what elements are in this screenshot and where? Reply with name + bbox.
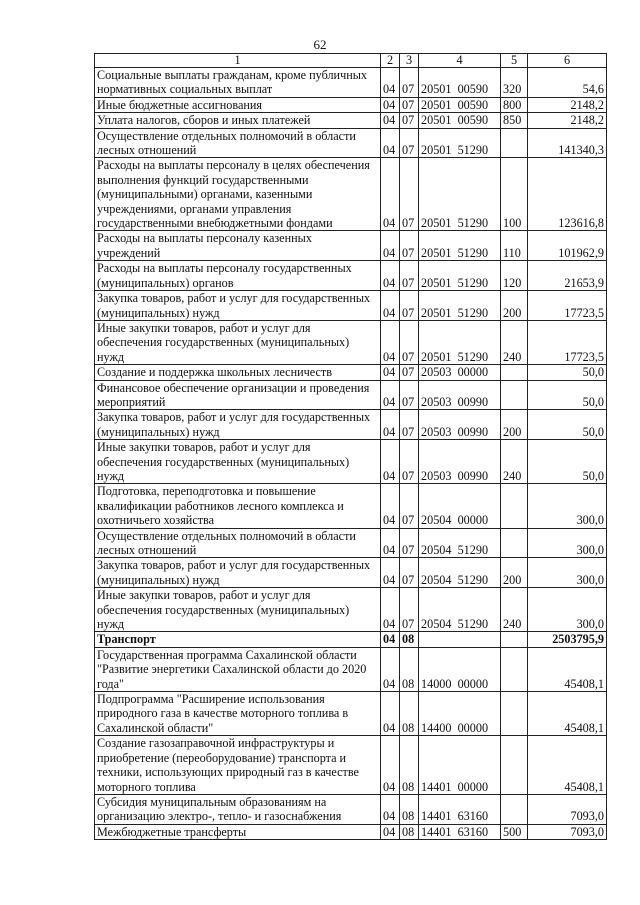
amount: 2148,2 (528, 113, 607, 128)
target-article-code: 20501 51290 (419, 231, 501, 261)
item-name: Финансовое обеспечение организации и проведения мероприятий (95, 380, 381, 410)
subsection-code: 07 (400, 291, 419, 321)
section-code: 04 (381, 231, 400, 261)
table-row (95, 794, 607, 824)
subsection-code: 08 (400, 794, 419, 824)
amount: 45408,1 (528, 736, 607, 795)
amount: 101962,9 (528, 231, 607, 261)
table-row (95, 291, 607, 321)
item-name: Транспорт (95, 632, 381, 647)
expense-type-code (501, 128, 528, 158)
expense-type-code: 850 (501, 113, 528, 128)
subsection-code: 08 (400, 824, 419, 839)
subsection-code: 08 (400, 647, 419, 691)
amount: 300,0 (528, 588, 607, 632)
column-header: 3 (400, 54, 419, 68)
amount: 45408,1 (528, 647, 607, 691)
section-code: 04 (381, 528, 400, 558)
target-article-code: 20504 51290 (419, 558, 501, 588)
section-code: 04 (381, 68, 400, 98)
section-code: 04 (381, 113, 400, 128)
subsection-code: 07 (400, 440, 419, 484)
section-code: 04 (381, 632, 400, 647)
page-number: 62 (313, 37, 327, 52)
amount: 300,0 (528, 528, 607, 558)
table-row (95, 380, 607, 410)
subsection-code: 07 (400, 410, 419, 440)
item-name: Иные закупки товаров, работ и услуг для обеспечения государственных (муниципальных) нужд (95, 440, 381, 484)
target-article-code: 20503 00990 (419, 380, 501, 410)
subsection-code: 07 (400, 320, 419, 364)
section-code: 04 (381, 484, 400, 528)
subsection-code: 07 (400, 558, 419, 588)
target-article-code: 14401 63160 (419, 824, 501, 839)
target-article-code: 20503 00000 (419, 365, 501, 380)
target-article-code: 20501 00590 (419, 113, 501, 128)
target-article-code: 20501 00590 (419, 97, 501, 112)
table-row (95, 692, 607, 736)
amount: 300,0 (528, 484, 607, 528)
section-code: 04 (381, 588, 400, 632)
target-article-code: 20504 51290 (419, 528, 501, 558)
table-row (95, 528, 607, 558)
target-article-code: 20501 51290 (419, 158, 501, 231)
section-code: 04 (381, 794, 400, 824)
expense-type-code: 240 (501, 588, 528, 632)
item-name: Осуществление отдельных полномочий в области лесных отношений (95, 528, 381, 558)
expense-type-code (501, 794, 528, 824)
item-name: Закупка товаров, работ и услуг для государственных (муниципальных) нужд (95, 558, 381, 588)
section-code: 04 (381, 380, 400, 410)
table-row (95, 588, 607, 632)
amount: 17723,5 (528, 320, 607, 364)
subsection-code: 08 (400, 632, 419, 647)
target-article-code: 14401 63160 (419, 794, 501, 824)
target-article-code: 20504 00000 (419, 484, 501, 528)
item-name: Иные закупки товаров, работ и услуг для обеспечения государственных (муниципальных) нужд (95, 320, 381, 364)
table-row (95, 647, 607, 691)
expense-type-code: 200 (501, 558, 528, 588)
item-name: Подготовка, переподготовка и повышение квалификации работников лесного комплекса и охотничьего хозяйства (95, 484, 381, 528)
target-article-code: 14000 00000 (419, 647, 501, 691)
header-row (95, 54, 607, 68)
item-name: Расходы на выплаты персоналу государственных (муниципальных) органов (95, 261, 381, 291)
section-code: 04 (381, 692, 400, 736)
table-row (95, 320, 607, 364)
expense-type-code: 800 (501, 97, 528, 112)
expense-type-code: 200 (501, 291, 528, 321)
item-name: Закупка товаров, работ и услуг для государственных (муниципальных) нужд (95, 291, 381, 321)
column-header: 1 (95, 54, 381, 68)
item-name: Социальные выплаты гражданам, кроме публичных нормативных социальных выплат (95, 68, 381, 98)
section-code: 04 (381, 824, 400, 839)
subsection-code: 07 (400, 261, 419, 291)
amount: 17723,5 (528, 291, 607, 321)
amount: 2148,2 (528, 97, 607, 112)
subsection-code: 07 (400, 588, 419, 632)
target-article-code: 20504 51290 (419, 588, 501, 632)
item-name: Подпрограмма "Расширение использования природного газа в качестве моторного топлива в Сахалинской области" (95, 692, 381, 736)
target-article-code: 20503 00990 (419, 410, 501, 440)
subsection-code: 07 (400, 528, 419, 558)
amount: 2503795,9 (528, 632, 607, 647)
expense-type-code: 100 (501, 158, 528, 231)
table-row (95, 365, 607, 380)
table-row (95, 128, 607, 158)
item-name: Расходы на выплаты персоналу казенных учреждений (95, 231, 381, 261)
section-code: 04 (381, 365, 400, 380)
subsection-code: 08 (400, 692, 419, 736)
table-row (95, 558, 607, 588)
expense-type-code (501, 692, 528, 736)
subsection-code: 07 (400, 113, 419, 128)
expense-type-code: 240 (501, 320, 528, 364)
item-name: Осуществление отдельных полномочий в области лесных отношений (95, 128, 381, 158)
table-row (95, 68, 607, 98)
item-name: Иные бюджетные ассигнования (95, 97, 381, 112)
amount: 7093,0 (528, 824, 607, 839)
target-article-code: 20501 51290 (419, 320, 501, 364)
target-article-code: 20501 51290 (419, 291, 501, 321)
table-row (95, 158, 607, 231)
section-code: 04 (381, 320, 400, 364)
subsection-code: 08 (400, 736, 419, 795)
table-row (95, 440, 607, 484)
item-name: Создание и поддержка школьных лесничеств (95, 365, 381, 380)
amount: 54,6 (528, 68, 607, 98)
expense-type-code: 120 (501, 261, 528, 291)
section-code: 04 (381, 736, 400, 795)
target-article-code: 14400 00000 (419, 692, 501, 736)
item-name: Межбюджетные трансферты (95, 824, 381, 839)
table-row (95, 410, 607, 440)
amount: 300,0 (528, 558, 607, 588)
table-row (95, 231, 607, 261)
section-code: 04 (381, 97, 400, 112)
section-code: 04 (381, 558, 400, 588)
subsection-code: 07 (400, 484, 419, 528)
expense-type-code (501, 632, 528, 647)
subsection-code: 07 (400, 380, 419, 410)
column-header: 2 (381, 54, 400, 68)
expense-type-code (501, 365, 528, 380)
item-name: Закупка товаров, работ и услуг для государственных (муниципальных) нужд (95, 410, 381, 440)
subsection-code: 07 (400, 365, 419, 380)
subsection-code: 07 (400, 158, 419, 231)
target-article-code: 20501 51290 (419, 128, 501, 158)
amount: 141340,3 (528, 128, 607, 158)
section-code: 04 (381, 291, 400, 321)
table-row (95, 261, 607, 291)
expense-type-code (501, 736, 528, 795)
item-name: Иные закупки товаров, работ и услуг для обеспечения государственных (муниципальных) нужд (95, 588, 381, 632)
target-article-code: 14401 00000 (419, 736, 501, 795)
expense-type-code (501, 380, 528, 410)
expense-type-code (501, 528, 528, 558)
section-code: 04 (381, 410, 400, 440)
expense-type-code: 110 (501, 231, 528, 261)
table-row (95, 484, 607, 528)
section-code: 04 (381, 128, 400, 158)
section-code: 04 (381, 261, 400, 291)
target-article-code (419, 632, 501, 647)
amount: 50,0 (528, 380, 607, 410)
section-code: 04 (381, 647, 400, 691)
subsection-code: 07 (400, 231, 419, 261)
table-row (95, 632, 607, 647)
section-code: 04 (381, 440, 400, 484)
column-header: 6 (528, 54, 607, 68)
subsection-code: 07 (400, 68, 419, 98)
amount: 21653,9 (528, 261, 607, 291)
expense-type-code (501, 484, 528, 528)
subsection-code: 07 (400, 128, 419, 158)
table-row (95, 97, 607, 112)
expense-type-code: 240 (501, 440, 528, 484)
table-row (95, 736, 607, 795)
subsection-code: 07 (400, 97, 419, 112)
item-name: Создание газозаправочной инфраструктуры и приобретение (переоборудование) транспорта и техники, использующих природный газ в качестве моторного топлива (95, 736, 381, 795)
section-code: 04 (381, 158, 400, 231)
expense-type-code (501, 647, 528, 691)
column-header: 5 (501, 54, 528, 68)
amount: 123616,8 (528, 158, 607, 231)
target-article-code: 20503 00990 (419, 440, 501, 484)
amount: 50,0 (528, 365, 607, 380)
target-article-code: 20501 51290 (419, 261, 501, 291)
item-name: Расходы на выплаты персоналу в целях обеспечения выполнения функций государственными (муниципальными) органами, казенными учреждениями, органами управления государственными внебюджетными фондами (95, 158, 381, 231)
item-name: Субсидия муниципальным образованиям на организацию электро-, тепло- и газоснабжения (95, 794, 381, 824)
amount: 45408,1 (528, 692, 607, 736)
table-row (95, 113, 607, 128)
item-name: Государственная программа Сахалинской области "Развитие энергетики Сахалинской области до 2020 года" (95, 647, 381, 691)
expense-type-code: 500 (501, 824, 528, 839)
expense-type-code: 200 (501, 410, 528, 440)
budget-table (94, 53, 607, 840)
column-header: 4 (419, 54, 501, 68)
item-name: Уплата налогов, сборов и иных платежей (95, 113, 381, 128)
amount: 50,0 (528, 410, 607, 440)
amount: 50,0 (528, 440, 607, 484)
expense-type-code: 320 (501, 68, 528, 98)
table-row (95, 824, 607, 839)
target-article-code: 20501 00590 (419, 68, 501, 98)
amount: 7093,0 (528, 794, 607, 824)
